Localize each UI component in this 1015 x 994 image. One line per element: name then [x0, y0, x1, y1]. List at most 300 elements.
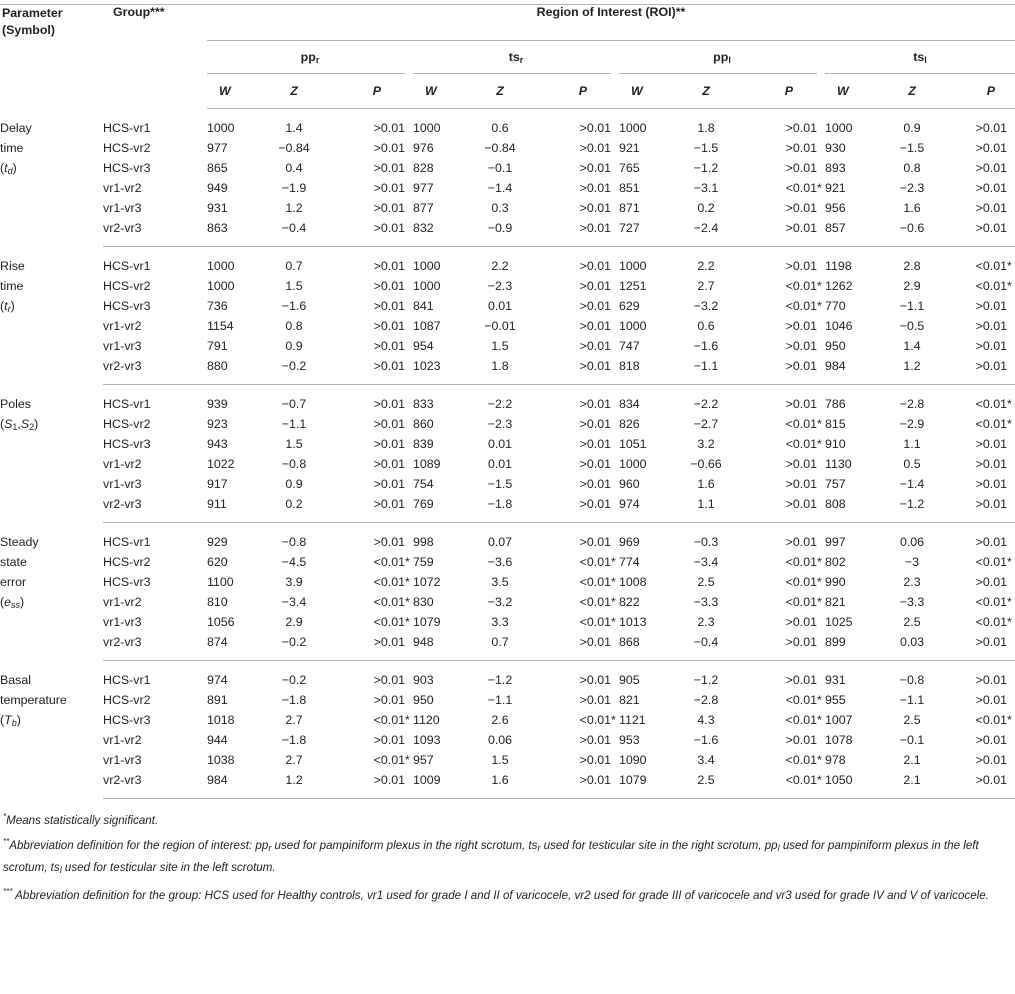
- group-name: vr2-vr3: [103, 632, 207, 661]
- z-value: 1.1: [675, 494, 737, 523]
- p-value: >0.01: [785, 673, 817, 687]
- z-value: −2.3: [487, 417, 513, 431]
- z-value: −1.6: [693, 733, 719, 747]
- w-value: 957: [413, 753, 434, 767]
- p-value: >0.01: [943, 218, 1015, 247]
- parameter-name: Delay time $(t_d)$: [0, 120, 32, 176]
- z-value: 2.1: [881, 770, 943, 799]
- p-value: <0.01*: [785, 713, 822, 727]
- w-value: 1038: [207, 753, 235, 767]
- z-value: −1.1: [899, 693, 925, 707]
- stat-header-z: Z: [469, 74, 531, 109]
- z-value: −1.4: [487, 181, 513, 195]
- p-value: >0.01: [785, 477, 817, 491]
- p-value: >0.01: [975, 319, 1008, 333]
- w-value: 1251: [619, 279, 647, 293]
- results-table: [0, 4, 1015, 799]
- p-value: <0.01*: [785, 555, 822, 569]
- w-value: 960: [619, 477, 640, 491]
- p-value: <0.01*: [785, 693, 822, 707]
- z-value: −0.84: [278, 141, 310, 155]
- w-value: 978: [825, 753, 846, 767]
- w-value: 990: [825, 575, 846, 589]
- p-value: >0.01: [373, 693, 405, 707]
- p-value: >0.01: [737, 632, 825, 661]
- w-value: 841: [413, 299, 434, 313]
- p-value: <0.01*: [975, 279, 1012, 293]
- p-value: >0.01: [325, 632, 413, 661]
- stat-header-z: Z: [263, 74, 325, 109]
- z-value: 2.1: [903, 753, 921, 767]
- table-row: [0, 414, 1015, 434]
- p-value: <0.01*: [785, 753, 822, 767]
- z-value: −1.8: [281, 733, 307, 747]
- w-value: 953: [619, 733, 640, 747]
- w-value: 1089: [413, 457, 441, 471]
- z-value: 1.6: [469, 770, 531, 799]
- w-value: 974: [207, 673, 228, 687]
- w-value: 954: [413, 339, 434, 353]
- z-value: 1.8: [697, 121, 715, 135]
- p-value: >0.01: [943, 770, 1015, 799]
- footnote-significance: *Means statistically significant.: [3, 812, 159, 827]
- p-value: <0.01*: [579, 615, 616, 629]
- p-value: >0.01: [373, 437, 405, 451]
- group-name: vr1-vr2: [103, 181, 142, 195]
- z-value: 0.03: [881, 632, 943, 661]
- p-value: >0.01: [579, 753, 611, 767]
- p-value: >0.01: [785, 201, 817, 215]
- z-value: −1.8: [281, 693, 307, 707]
- w-value: 863: [207, 218, 263, 247]
- p-value: >0.01: [785, 457, 817, 471]
- p-value: >0.01: [579, 181, 611, 195]
- p-value: >0.01: [943, 494, 1015, 523]
- w-value: 984: [207, 770, 263, 799]
- group-name: HCS-vr3: [103, 161, 151, 175]
- w-value: 1154: [207, 319, 234, 333]
- z-value: 0.4: [285, 161, 303, 175]
- w-value: 629: [619, 299, 640, 313]
- z-value: 0.06: [899, 535, 925, 549]
- w-value: 899: [825, 632, 881, 661]
- z-value: 0.9: [285, 477, 303, 491]
- p-value: >0.01: [975, 121, 1008, 135]
- p-value: >0.01: [373, 417, 405, 431]
- parameter-group: [0, 661, 1015, 799]
- p-value: <0.01*: [373, 713, 410, 727]
- group-name: vr1-vr3: [103, 201, 142, 215]
- z-value: 1.2: [263, 770, 325, 799]
- z-value: −1.2: [693, 161, 719, 175]
- parameter-symbol: $(t_r)$: [0, 298, 15, 314]
- w-value: 818: [619, 356, 675, 385]
- table-row: [0, 316, 1015, 336]
- region-header-ts-r: $ts_r$: [413, 41, 619, 75]
- stat-header-w: W: [825, 74, 881, 109]
- p-value: >0.01: [579, 693, 611, 707]
- p-value: >0.01: [579, 339, 611, 353]
- w-value: 911: [207, 494, 263, 523]
- w-value: 931: [825, 673, 846, 687]
- z-value: −1.1: [675, 356, 737, 385]
- table-row: [0, 661, 1015, 691]
- z-value: 2.5: [903, 713, 921, 727]
- p-value: >0.01: [943, 632, 1015, 661]
- z-value: −2.7: [693, 417, 719, 431]
- stat-header-w: W: [207, 74, 263, 109]
- z-value: 2.5: [697, 575, 715, 589]
- w-value: 1100: [207, 575, 234, 589]
- z-value: −1.1: [487, 693, 513, 707]
- p-value: <0.01*: [373, 753, 410, 767]
- z-value: −0.1: [899, 733, 925, 747]
- z-value: 1.5: [285, 279, 303, 293]
- z-value: 1.2: [285, 201, 303, 215]
- w-value: 754: [413, 477, 434, 491]
- table-row: [0, 296, 1015, 316]
- z-value: −3: [904, 555, 920, 569]
- z-value: 2.9: [285, 615, 303, 629]
- w-value: 851: [619, 181, 640, 195]
- p-value: >0.01: [373, 457, 405, 471]
- p-value: >0.01: [579, 201, 611, 215]
- z-value: 0.8: [903, 161, 921, 175]
- z-value: 3.2: [697, 437, 715, 451]
- z-value: 0.01: [487, 457, 513, 471]
- z-value: 2.3: [697, 615, 715, 629]
- p-value: >0.01: [531, 218, 619, 247]
- p-value: <0.01*: [785, 181, 822, 195]
- stat-header-z: Z: [675, 74, 737, 109]
- p-value: >0.01: [373, 161, 405, 175]
- z-value: 1.2: [881, 356, 943, 385]
- table-row: [0, 109, 1015, 139]
- w-value: 939: [207, 397, 228, 411]
- z-value: −1.4: [899, 477, 925, 491]
- z-value: −3.1: [693, 181, 719, 195]
- z-value: −0.2: [263, 356, 325, 385]
- w-value: 956: [825, 201, 846, 215]
- group-name: vr2-vr3: [103, 218, 207, 247]
- table-row: [0, 385, 1015, 415]
- z-value: 1.1: [903, 437, 921, 451]
- p-value: >0.01: [531, 494, 619, 523]
- w-value: 786: [825, 397, 846, 411]
- w-value: 821: [825, 595, 846, 609]
- w-value: 757: [825, 477, 846, 491]
- z-value: −2.2: [693, 397, 719, 411]
- group-name: HCS-vr1: [103, 673, 151, 687]
- table-row: [0, 158, 1015, 178]
- table-row: [0, 247, 1015, 277]
- p-value: >0.01: [785, 259, 817, 273]
- p-value: >0.01: [373, 121, 405, 135]
- w-value: 1009: [413, 770, 469, 799]
- w-value: 1000: [413, 259, 441, 273]
- p-value: >0.01: [975, 693, 1008, 707]
- z-value: −0.6: [881, 218, 943, 247]
- p-value: >0.01: [785, 397, 817, 411]
- group-name: vr1-vr3: [103, 477, 142, 491]
- z-value: 2.2: [491, 259, 509, 273]
- p-value: >0.01: [785, 319, 817, 333]
- p-value: <0.01*: [975, 259, 1012, 273]
- w-value: 1000: [207, 259, 235, 273]
- table-row: [0, 434, 1015, 454]
- w-value: 931: [207, 201, 228, 215]
- stat-header-p: P: [531, 74, 619, 109]
- group-name: vr1-vr2: [103, 319, 142, 333]
- z-value: 2.2: [697, 259, 715, 273]
- p-value: <0.01*: [579, 575, 616, 589]
- p-value: >0.01: [579, 417, 611, 431]
- stat-header-z: Z: [881, 74, 943, 109]
- z-value: 2.3: [903, 575, 921, 589]
- z-value: 1.4: [903, 339, 921, 353]
- w-value: 830: [413, 595, 434, 609]
- p-value: >0.01: [737, 356, 825, 385]
- z-value: −1.5: [693, 141, 719, 155]
- p-value: <0.01*: [373, 575, 410, 589]
- p-value: >0.01: [373, 259, 405, 273]
- w-value: 833: [413, 397, 434, 411]
- w-value: 1000: [619, 319, 647, 333]
- z-value: 0.6: [491, 121, 509, 135]
- z-value: −1.2: [693, 673, 719, 687]
- z-value: −1.2: [881, 494, 943, 523]
- z-value: −2.3: [487, 279, 513, 293]
- p-value: <0.01*: [975, 595, 1012, 609]
- p-value: <0.01*: [975, 397, 1012, 411]
- w-value: 1007: [825, 713, 853, 727]
- z-value: 2.7: [285, 713, 303, 727]
- group-name: vr1-vr3: [103, 339, 142, 353]
- group-name: HCS-vr2: [103, 141, 151, 155]
- parameter-group: [0, 385, 1015, 523]
- z-value: −3.3: [693, 595, 719, 609]
- z-value: 0.2: [263, 494, 325, 523]
- w-value: 998: [413, 535, 434, 549]
- z-value: −2.8: [693, 693, 719, 707]
- p-value: <0.01*: [785, 299, 822, 313]
- w-value: 1079: [619, 770, 675, 799]
- z-value: −0.9: [469, 218, 531, 247]
- z-value: −0.84: [484, 141, 516, 155]
- z-value: 1.5: [491, 339, 509, 353]
- w-value: 921: [619, 141, 640, 155]
- w-value: 759: [413, 555, 434, 569]
- p-value: >0.01: [975, 437, 1008, 451]
- w-value: 1120: [413, 713, 440, 727]
- group-name: HCS-vr2: [103, 693, 151, 707]
- w-value: 1262: [825, 279, 853, 293]
- p-value: >0.01: [785, 535, 817, 549]
- z-value: −0.1: [487, 161, 513, 175]
- p-value: <0.01*: [785, 417, 822, 431]
- p-value: >0.01: [943, 356, 1015, 385]
- w-value: 822: [619, 595, 640, 609]
- p-value: >0.01: [579, 279, 611, 293]
- z-value: −0.8: [899, 673, 925, 687]
- p-value: >0.01: [579, 319, 611, 333]
- w-value: 868: [619, 632, 675, 661]
- z-value: −1.1: [899, 299, 925, 313]
- group-name: HCS-vr3: [103, 299, 151, 313]
- w-value: 977: [207, 141, 228, 155]
- table-header: [0, 5, 1015, 109]
- p-value: <0.01*: [579, 555, 616, 569]
- w-value: 921: [825, 181, 846, 195]
- z-value: 3.4: [697, 753, 715, 767]
- w-value: 769: [413, 494, 469, 523]
- w-value: 1051: [619, 437, 647, 451]
- p-value: <0.01*: [975, 555, 1012, 569]
- w-value: 1025: [825, 615, 853, 629]
- z-value: −3.4: [281, 595, 307, 609]
- z-value: −0.01: [484, 319, 516, 333]
- p-value: >0.01: [373, 141, 405, 155]
- table-row: [0, 612, 1015, 632]
- p-value: >0.01: [579, 477, 611, 491]
- w-value: 620: [207, 555, 228, 569]
- table-row: [0, 474, 1015, 494]
- group-name: vr1-vr2: [103, 457, 142, 471]
- z-value: 0.2: [697, 201, 715, 215]
- w-value: 1000: [413, 121, 441, 135]
- z-value: −0.5: [899, 319, 925, 333]
- region-header-pp-l: $pp_l$: [619, 41, 825, 75]
- table-row: [0, 276, 1015, 296]
- w-value: 923: [207, 417, 228, 431]
- group-name: vr1-vr3: [103, 753, 142, 767]
- stat-header-w: W: [413, 74, 469, 109]
- z-value: 1.5: [491, 753, 509, 767]
- p-value: <0.01*: [975, 615, 1012, 629]
- z-value: 0.9: [903, 121, 921, 135]
- region-header-ts-l: $ts_l$: [825, 41, 1015, 75]
- parameter-symbol: $(t_d)$: [0, 160, 17, 176]
- p-value: >0.01: [579, 535, 611, 549]
- p-value: >0.01: [579, 733, 611, 747]
- w-value: 1090: [619, 753, 647, 767]
- region-header-pp-r: $pp_r$: [207, 41, 413, 75]
- z-value: −0.4: [263, 218, 325, 247]
- table-row: [0, 523, 1015, 553]
- group-name: HCS-vr3: [103, 437, 151, 451]
- footnote-group: *** Abbreviation definition for the group: HCS used for Healthy controls, vr1 used for grade I and II of varicocele, vr2 used for grade III of varicocele and vr3 used for grade IV and V of varicocele.: [3, 886, 989, 902]
- group-name: HCS-vr2: [103, 417, 151, 431]
- w-value: 955: [825, 693, 846, 707]
- z-value: 0.5: [903, 457, 921, 471]
- p-value: >0.01: [531, 356, 619, 385]
- table-row: [0, 138, 1015, 158]
- w-value: 977: [413, 181, 434, 195]
- z-value: −3.3: [899, 595, 925, 609]
- z-value: −3.4: [693, 555, 719, 569]
- w-value: 943: [207, 437, 228, 451]
- w-value: 1000: [825, 121, 853, 135]
- parameter-symbol: $(S_1,S_2)$: [0, 416, 39, 432]
- w-value: 810: [207, 595, 228, 609]
- p-value: >0.01: [975, 535, 1008, 549]
- w-value: 880: [207, 356, 263, 385]
- p-value: >0.01: [975, 457, 1008, 471]
- w-value: 910: [825, 437, 846, 451]
- z-value: 0.01: [487, 299, 513, 313]
- parameter-header: Parameter (Symbol): [0, 5, 103, 109]
- w-value: 1072: [413, 575, 441, 589]
- w-value: 930: [825, 141, 846, 155]
- table-row: [0, 218, 1015, 247]
- p-value: >0.01: [373, 279, 405, 293]
- z-value: 0.06: [487, 733, 513, 747]
- table-row: [0, 730, 1015, 750]
- z-value: −0.2: [263, 632, 325, 661]
- table-row: [0, 770, 1015, 799]
- w-value: 1022: [207, 457, 235, 471]
- w-value: 865: [207, 161, 228, 175]
- stat-header-p: P: [737, 74, 825, 109]
- roi-header: Region of Interest (ROI)**: [207, 5, 1015, 41]
- p-value: >0.01: [373, 181, 405, 195]
- w-value: 727: [619, 218, 675, 247]
- w-value: 770: [825, 299, 846, 313]
- p-value: >0.01: [373, 477, 405, 491]
- z-value: 0.6: [697, 319, 715, 333]
- z-value: −1.5: [487, 477, 513, 491]
- parameter-group: [0, 109, 1015, 247]
- w-value: 903: [413, 673, 434, 687]
- p-value: <0.01*: [579, 595, 616, 609]
- table-row: [0, 178, 1015, 198]
- w-value: 1093: [413, 733, 441, 747]
- z-value: 3.9: [285, 575, 303, 589]
- group-name: HCS-vr2: [103, 279, 151, 293]
- table-row: [0, 198, 1015, 218]
- p-value: >0.01: [975, 339, 1008, 353]
- z-value: −0.4: [675, 632, 737, 661]
- z-value: 0.9: [285, 339, 303, 353]
- z-value: −0.66: [690, 457, 722, 471]
- z-value: 4.3: [697, 713, 715, 727]
- z-value: 3.3: [491, 615, 509, 629]
- z-value: −2.9: [899, 417, 925, 431]
- z-value: 0.3: [491, 201, 509, 215]
- group-name: vr1-vr3: [103, 615, 142, 629]
- p-value: >0.01: [325, 494, 413, 523]
- p-value: <0.01*: [785, 595, 822, 609]
- p-value: >0.01: [579, 397, 611, 411]
- p-value: >0.01: [975, 733, 1008, 747]
- w-value: 929: [207, 535, 228, 549]
- parameter-name: Steady state error $(e_{ss})$: [0, 534, 39, 610]
- z-value: 2.9: [903, 279, 921, 293]
- w-value: 1008: [619, 575, 647, 589]
- table-row: [0, 710, 1015, 730]
- z-value: 2.5: [903, 615, 921, 629]
- z-value: −1.6: [281, 299, 307, 313]
- p-value: <0.01*: [785, 437, 822, 451]
- group-name: vr1-vr2: [103, 595, 142, 609]
- table-row: [0, 750, 1015, 770]
- w-value: 905: [619, 673, 640, 687]
- w-value: 969: [619, 535, 640, 549]
- p-value: >0.01: [325, 218, 413, 247]
- z-value: −2.8: [899, 397, 925, 411]
- p-value: >0.01: [975, 201, 1008, 215]
- table-row: [0, 494, 1015, 523]
